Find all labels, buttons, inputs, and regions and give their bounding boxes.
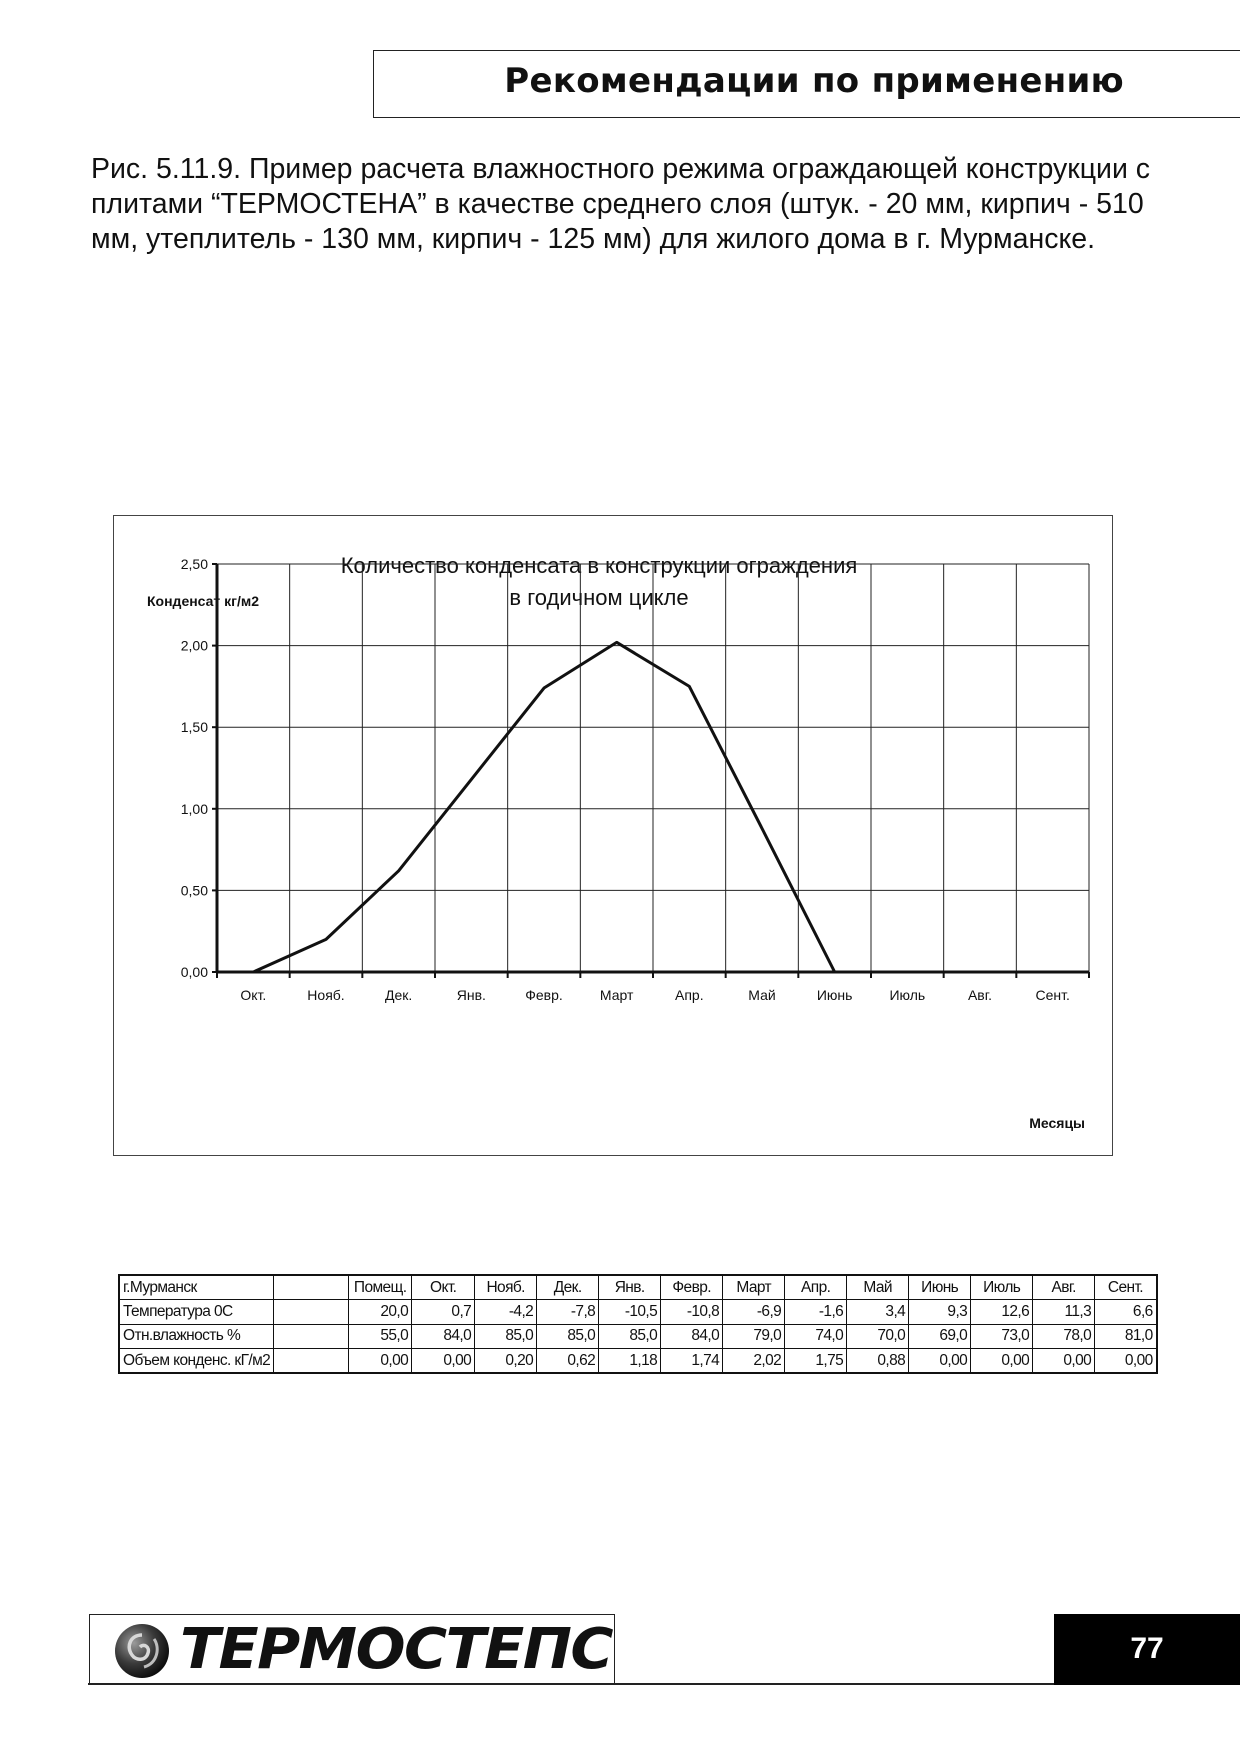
table-cell: -10,8 — [661, 1300, 723, 1325]
table-cell: 11,3 — [1033, 1300, 1095, 1325]
chart-series — [253, 642, 835, 972]
table-cell: 1,74 — [661, 1349, 723, 1374]
table-cell: 0,20 — [475, 1349, 537, 1374]
x-tick-label: Сент. — [1035, 987, 1070, 1003]
table-cell: -10,5 — [599, 1300, 661, 1325]
x-tick-label: Янв. — [456, 987, 486, 1003]
table-cell: Февр. — [661, 1275, 723, 1300]
table-row — [119, 1324, 1157, 1349]
table-cell: Май — [847, 1275, 909, 1300]
condensate-chart — [113, 515, 1113, 1156]
table-cell: -6,9 — [723, 1300, 785, 1325]
table-cell: Помещ. — [349, 1275, 412, 1300]
page-number: 77 — [1130, 1632, 1164, 1665]
table-cell: 3,4 — [847, 1300, 909, 1325]
x-tick-label: Апр. — [675, 987, 704, 1003]
table-cell: Апр. — [785, 1275, 847, 1300]
logo-wordmark: ТЕРМОСТЕПС — [180, 1617, 612, 1682]
x-tick-label: Май — [748, 987, 776, 1003]
table-cell: 84,0 — [412, 1324, 475, 1349]
table-cell: 0,62 — [537, 1349, 599, 1374]
table-cell: 0,00 — [909, 1349, 971, 1374]
table-row-label: г.Мурманск — [119, 1275, 274, 1300]
table-cell: 78,0 — [1033, 1324, 1095, 1349]
table-cell: 2,02 — [723, 1349, 785, 1374]
table-cell: 84,0 — [661, 1324, 723, 1349]
table-cell: 1,75 — [785, 1349, 847, 1374]
table-cell: -4,2 — [475, 1300, 537, 1325]
condensate-series-line — [253, 642, 834, 972]
table-cell: 74,0 — [785, 1324, 847, 1349]
table-cell: -7,8 — [537, 1300, 599, 1325]
table-cell: Июнь — [909, 1275, 971, 1300]
table-cell — [274, 1324, 349, 1349]
x-tick-label: Июль — [889, 987, 926, 1003]
chart-y-axis-label: Конденсат кг/м2 — [147, 593, 260, 609]
table-cell: 85,0 — [599, 1324, 661, 1349]
table-row-label: Объем конденс. кГ/м2 — [119, 1349, 274, 1374]
table-cell: 1,18 — [599, 1349, 661, 1374]
table-cell: 20,0 — [349, 1300, 412, 1325]
y-tick-label: 1,00 — [180, 800, 208, 817]
table-cell: Окт. — [412, 1275, 475, 1300]
chart-title-line-2: в годичном цикле — [509, 585, 689, 610]
x-tick-label: Февр. — [525, 987, 563, 1003]
table-cell — [274, 1349, 349, 1374]
x-tick-label: Июнь — [816, 987, 853, 1003]
page-number-badge — [1054, 1614, 1240, 1685]
table-cell: Авг. — [1033, 1275, 1095, 1300]
table-cell: 0,88 — [847, 1349, 909, 1374]
x-tick-label: Март — [599, 987, 634, 1003]
table-cell: 0,00 — [971, 1349, 1033, 1374]
page-header-title: Рекомендации по применению — [504, 61, 1124, 101]
figure-caption: Рис. 5.11.9. Пример расчета влажностного режима ограждающей конструкции с плитами “ТЕРМОСТЕНА” в качестве среднего слоя (штук. - 20 мм, кирпич - 510 мм, утеплитель - 130 мм, кирпич - 125 мм) для жилого дома в г. Мурманске. — [91, 153, 1151, 255]
table-cell — [274, 1300, 349, 1325]
x-tick-label: Нояб. — [307, 987, 345, 1003]
table-cell: 0,00 — [349, 1349, 412, 1374]
table-cell: Сент. — [1095, 1275, 1157, 1300]
table-cell: 0,7 — [412, 1300, 475, 1325]
chart-x-axis-label: Месяцы — [1029, 1115, 1085, 1131]
table-cell: 6,6 — [1095, 1300, 1157, 1325]
table-row-label: Температура 0С — [119, 1300, 274, 1325]
table-cell: Нояб. — [475, 1275, 537, 1300]
table-cell: 85,0 — [475, 1324, 537, 1349]
table-cell: 73,0 — [971, 1324, 1033, 1349]
x-tick-label: Дек. — [385, 987, 413, 1003]
company-logo — [89, 1614, 615, 1685]
table-cell: 0,00 — [1033, 1349, 1095, 1374]
table-cell: Июль — [971, 1275, 1033, 1300]
y-tick-label: 1,50 — [180, 719, 208, 736]
header-box — [373, 50, 1240, 118]
table-row — [119, 1300, 1157, 1325]
y-tick-label: 0,00 — [180, 964, 208, 980]
table-cell: 9,3 — [909, 1300, 971, 1325]
table-cell: 0,00 — [412, 1349, 475, 1374]
table-cell: -1,6 — [785, 1300, 847, 1325]
table-cell: 0,00 — [1095, 1349, 1157, 1374]
table-cell: 55,0 — [349, 1324, 412, 1349]
table-cell: Дек. — [537, 1275, 599, 1300]
table-header-row — [119, 1275, 1157, 1300]
table-cell: 79,0 — [723, 1324, 785, 1349]
chart-grid — [217, 564, 1089, 972]
table-cell: 69,0 — [909, 1324, 971, 1349]
x-tick-label: Окт. — [240, 987, 267, 1003]
termosteps-swirl-logo-icon — [114, 1623, 170, 1679]
table-cell: 12,6 — [971, 1300, 1033, 1325]
x-tick-label: Авг. — [967, 987, 993, 1003]
climate-data-table — [118, 1274, 1158, 1374]
y-tick-label: 2,50 — [180, 556, 208, 572]
y-tick-label: 0,50 — [180, 882, 208, 899]
table-row — [119, 1349, 1157, 1374]
table-cell: 70,0 — [847, 1324, 909, 1349]
chart-ticks — [181, 556, 1089, 1003]
table-cell: 81,0 — [1095, 1324, 1157, 1349]
y-tick-label: 2,00 — [180, 637, 208, 654]
table-row-label: Отн.влажность % — [119, 1324, 274, 1349]
table-cell: Март — [723, 1275, 785, 1300]
table-cell — [274, 1275, 349, 1300]
chart-title-line-1: Количество конденсата в конструкции ограждения — [340, 553, 858, 578]
table-cell: Янв. — [599, 1275, 661, 1300]
chart-svg — [114, 516, 1114, 1157]
table-cell: 85,0 — [537, 1324, 599, 1349]
